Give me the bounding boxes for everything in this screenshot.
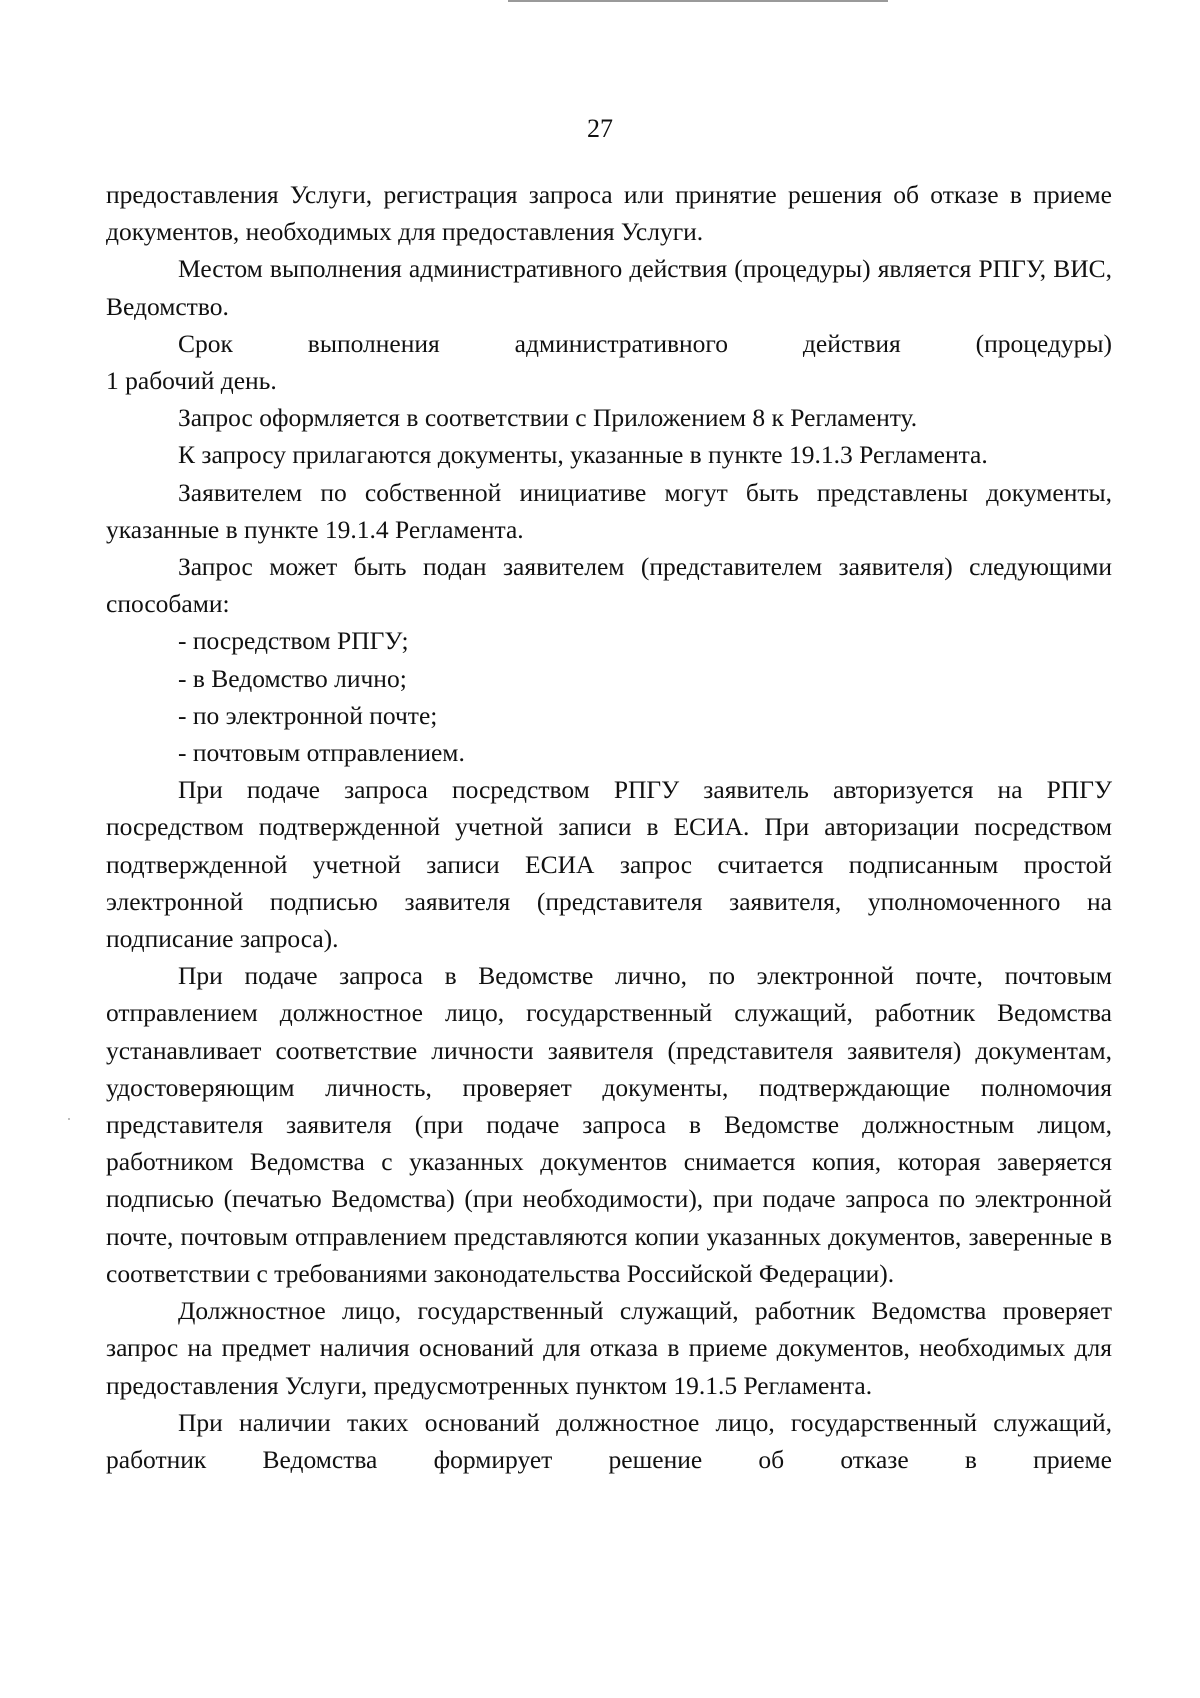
document-body — [106, 176, 1112, 1478]
paragraph-in-person-submission: При подаче запроса в Ведомстве лично, по электронной почте, почтовым отправлением должностное лицо, государственный служащий, работник Ведомства устанавливает соответствие личности заявителя (представителя заявителя) документам, удостоверяющим личность, проверяет документы, подтверждающие полномочия представителя заявителя (при подаче запроса в Ведомстве должностным лицом, работником Ведомства с указанных документов снимается копия, которая заверяется подписью (печатью Ведомства) (при необходимости), при подаче запроса по электронной почте, почтовым отправлением представляются копии указанных документов, заверенные в соответствии с требованиями законодательства Российской Федерации). — [106, 961, 1112, 1288]
scan-top-rule — [508, 0, 888, 2]
paragraph-execution-term: Срок выполнения административного действия (процедуры) — [178, 328, 1112, 358]
paragraph-own-initiative-documents: Заявителем по собственной инициативе могут быть представлены документы, указанные в пункте 19.1.4 Регламента. — [106, 477, 1112, 544]
paragraph-continuation: предоставления Услуги, регистрация запроса или принятие решения об отказе в приеме документов, необходимых для предоставления Услуги. — [106, 180, 1112, 247]
paragraph-attached-documents: К запросу прилагаются документы, указанные в пункте 19.1.3 Регламента. — [178, 440, 988, 470]
list-item: - почтовым отправлением. — [178, 738, 465, 768]
paragraph-submission-methods: Запрос может быть подан заявителем (представителем заявителя) следующими способами: — [106, 552, 1112, 619]
paragraph-request-form: Запрос оформляется в соответствии с Приложением 8 к Регламенту. — [178, 403, 918, 433]
paragraph-rpgu-submission: При подаче запроса посредством РПГУ заявитель авторизуется на РПГУ посредством подтвержденной учетной записи в ЕСИА. При авторизации посредством подтвержденной учетной записи ЕСИА запрос считается подписанным простой электронной подписью заявителя (представителя заявителя, уполномоченного на подписание запроса). — [106, 775, 1112, 954]
list-item: - посредством РПГУ; — [178, 626, 409, 656]
page-number: 27 — [587, 114, 613, 143]
paragraph-execution-term-value: 1 рабочий день. — [106, 366, 277, 396]
paragraph-request-verification: Должностное лицо, государственный служащий, работник Ведомства проверяет запрос на предмет наличия оснований для отказа в приеме документов, необходимых для предоставления Услуги, предусмотренных пунктом 19.1.5 Регламента. — [106, 1296, 1112, 1400]
list-item: - по электронной почте; — [178, 700, 438, 730]
paragraph-refusal-decision: При наличии таких оснований должностное лицо, государственный служащий, работник Ведомства формирует решение об отказе в приеме — [106, 1407, 1112, 1474]
list-item: - в Ведомство лично; — [178, 663, 407, 693]
scan-speck — [68, 1118, 70, 1120]
paragraph-place-of-execution: Местом выполнения административного действия (процедуры) является РПГУ, ВИС, Ведомство. — [106, 254, 1112, 321]
